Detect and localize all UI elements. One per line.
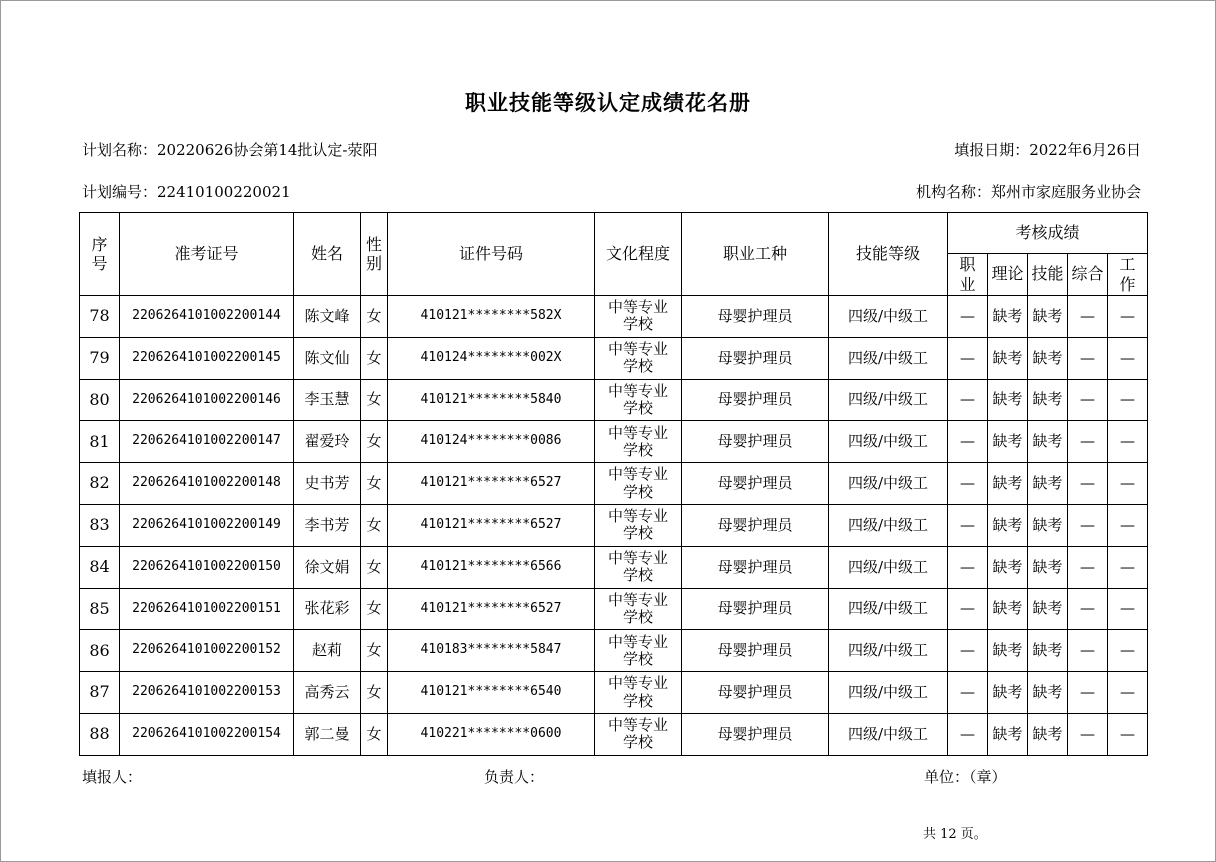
- cell-score-work: —: [1108, 672, 1148, 714]
- cell-gender: 女: [361, 588, 388, 630]
- cell-exam-no: 2206264101002200145: [120, 337, 294, 379]
- table-row: [80, 630, 1148, 672]
- cell-score-comprehensive: —: [1068, 337, 1108, 379]
- cell-skill-level: 四级/中级工: [829, 630, 948, 672]
- cell-score-vocational: —: [948, 379, 988, 421]
- header-sub-skill: 技能: [1028, 254, 1068, 296]
- cell-education: 中等专业学校: [595, 588, 682, 630]
- cell-seq: 86: [80, 630, 120, 672]
- page-count: 共 12 页。: [923, 827, 987, 842]
- cell-score-comprehensive: —: [1068, 421, 1108, 463]
- cell-score-skill: 缺考: [1028, 421, 1068, 463]
- cell-gender: 女: [361, 337, 388, 379]
- cell-skill-level: 四级/中级工: [829, 296, 948, 338]
- cell-score-vocational: —: [948, 337, 988, 379]
- cell-skill-level: 四级/中级工: [829, 504, 948, 546]
- header-sub-theory: 理论: [988, 254, 1028, 296]
- cell-occupation: 母婴护理员: [682, 504, 829, 546]
- cell-score-theory: 缺考: [988, 421, 1028, 463]
- cell-skill-level: 四级/中级工: [829, 672, 948, 714]
- cell-education: 中等专业学校: [595, 379, 682, 421]
- cell-skill-level: 四级/中级工: [829, 546, 948, 588]
- cell-score-skill: 缺考: [1028, 337, 1068, 379]
- cell-skill-level: 四级/中级工: [829, 379, 948, 421]
- header-skill-level: 技能等级: [829, 213, 948, 296]
- cell-score-theory: 缺考: [988, 672, 1028, 714]
- cell-name: 郭二曼: [294, 713, 361, 755]
- cell-exam-no: 2206264101002200144: [120, 296, 294, 338]
- cell-score-skill: 缺考: [1028, 672, 1068, 714]
- cell-exam-no: 2206264101002200146: [120, 379, 294, 421]
- cell-occupation: 母婴护理员: [682, 337, 829, 379]
- table-row: [80, 546, 1148, 588]
- score-roster-table: [79, 212, 1148, 756]
- cell-name: 李玉慧: [294, 379, 361, 421]
- cell-occupation: 母婴护理员: [682, 463, 829, 505]
- cell-score-theory: 缺考: [988, 337, 1028, 379]
- table-row: [80, 588, 1148, 630]
- table-row: [80, 463, 1148, 505]
- header-occupation: 职业工种: [682, 213, 829, 296]
- cell-id-no: 410124********0086: [388, 421, 595, 463]
- cell-score-theory: 缺考: [988, 713, 1028, 755]
- header-seq: 序号: [80, 213, 120, 296]
- cell-score-theory: 缺考: [988, 504, 1028, 546]
- cell-occupation: 母婴护理员: [682, 296, 829, 338]
- cell-education: 中等专业学校: [595, 672, 682, 714]
- header-sub-comprehensive: 综合: [1068, 254, 1108, 296]
- cell-name: 徐文娟: [294, 546, 361, 588]
- cell-seq: 85: [80, 588, 120, 630]
- cell-education: 中等专业学校: [595, 463, 682, 505]
- cell-occupation: 母婴护理员: [682, 546, 829, 588]
- header-name: 姓名: [294, 213, 361, 296]
- cell-seq: 78: [80, 296, 120, 338]
- cell-id-no: 410221********0600: [388, 713, 595, 755]
- cell-education: 中等专业学校: [595, 713, 682, 755]
- cell-seq: 79: [80, 337, 120, 379]
- cell-score-vocational: —: [948, 504, 988, 546]
- cell-exam-no: 2206264101002200153: [120, 672, 294, 714]
- cell-id-no: 410121********5840: [388, 379, 595, 421]
- header-sub-work: 工作: [1108, 254, 1148, 296]
- table-row: [80, 713, 1148, 755]
- table-row: [80, 504, 1148, 546]
- table-row: [80, 672, 1148, 714]
- cell-score-skill: 缺考: [1028, 588, 1068, 630]
- cell-skill-level: 四级/中级工: [829, 713, 948, 755]
- cell-score-skill: 缺考: [1028, 296, 1068, 338]
- cell-score-vocational: —: [948, 713, 988, 755]
- cell-score-work: —: [1108, 588, 1148, 630]
- cell-skill-level: 四级/中级工: [829, 588, 948, 630]
- cell-score-vocational: —: [948, 588, 988, 630]
- cell-score-work: —: [1108, 421, 1148, 463]
- cell-exam-no: 2206264101002200150: [120, 546, 294, 588]
- cell-gender: 女: [361, 463, 388, 505]
- cell-exam-no: 2206264101002200154: [120, 713, 294, 755]
- header-exam-no: 准考证号: [120, 213, 294, 296]
- cell-gender: 女: [361, 713, 388, 755]
- header-scores: 考核成绩: [948, 213, 1148, 254]
- cell-score-theory: 缺考: [988, 379, 1028, 421]
- cell-score-theory: 缺考: [988, 630, 1028, 672]
- cell-score-comprehensive: —: [1068, 630, 1108, 672]
- cell-score-skill: 缺考: [1028, 379, 1068, 421]
- cell-score-comprehensive: —: [1068, 546, 1108, 588]
- fill-date: 填报日期：2022年6月26日: [954, 141, 1141, 159]
- table-row: [80, 379, 1148, 421]
- header-education: 文化程度: [595, 213, 682, 296]
- plan-number: 计划编号：22410100220021: [82, 183, 291, 201]
- cell-score-work: —: [1108, 379, 1148, 421]
- cell-score-work: —: [1108, 296, 1148, 338]
- table-row: [80, 296, 1148, 338]
- cell-gender: 女: [361, 379, 388, 421]
- cell-name: 翟爱玲: [294, 421, 361, 463]
- cell-score-work: —: [1108, 463, 1148, 505]
- cell-education: 中等专业学校: [595, 546, 682, 588]
- cell-score-skill: 缺考: [1028, 546, 1068, 588]
- table-row: [80, 337, 1148, 379]
- cell-occupation: 母婴护理员: [682, 421, 829, 463]
- cell-id-no: 410121********582X: [388, 296, 595, 338]
- cell-name: 陈文仙: [294, 337, 361, 379]
- cell-exam-no: 2206264101002200148: [120, 463, 294, 505]
- cell-exam-no: 2206264101002200151: [120, 588, 294, 630]
- cell-occupation: 母婴护理员: [682, 379, 829, 421]
- table-row: [80, 421, 1148, 463]
- cell-seq: 84: [80, 546, 120, 588]
- cell-education: 中等专业学校: [595, 337, 682, 379]
- cell-score-vocational: —: [948, 630, 988, 672]
- header-id-no: 证件号码: [388, 213, 595, 296]
- cell-score-skill: 缺考: [1028, 630, 1068, 672]
- cell-score-work: —: [1108, 546, 1148, 588]
- cell-occupation: 母婴护理员: [682, 672, 829, 714]
- cell-name: 高秀云: [294, 672, 361, 714]
- cell-score-comprehensive: —: [1068, 588, 1108, 630]
- organization-name: 机构名称：郑州市家庭服务业协会: [915, 183, 1141, 201]
- cell-exam-no: 2206264101002200152: [120, 630, 294, 672]
- cell-score-comprehensive: —: [1068, 504, 1108, 546]
- cell-gender: 女: [361, 421, 388, 463]
- cell-score-theory: 缺考: [988, 588, 1028, 630]
- cell-seq: 87: [80, 672, 120, 714]
- cell-education: 中等专业学校: [595, 630, 682, 672]
- cell-id-no: 410124********002X: [388, 337, 595, 379]
- cell-score-skill: 缺考: [1028, 504, 1068, 546]
- cell-score-work: —: [1108, 630, 1148, 672]
- cell-occupation: 母婴护理员: [682, 588, 829, 630]
- cell-id-no: 410121********6527: [388, 463, 595, 505]
- cell-score-skill: 缺考: [1028, 463, 1068, 505]
- cell-occupation: 母婴护理员: [682, 630, 829, 672]
- plan-name: 计划名称：20220626协会第14批认定-荥阳: [82, 141, 378, 159]
- cell-skill-level: 四级/中级工: [829, 421, 948, 463]
- cell-id-no: 410121********6527: [388, 504, 595, 546]
- cell-seq: 83: [80, 504, 120, 546]
- filler-label: 填报人：: [82, 768, 143, 786]
- cell-name: 史书芳: [294, 463, 361, 505]
- cell-id-no: 410183********5847: [388, 630, 595, 672]
- cell-score-comprehensive: —: [1068, 379, 1108, 421]
- cell-skill-level: 四级/中级工: [829, 337, 948, 379]
- cell-skill-level: 四级/中级工: [829, 463, 948, 505]
- cell-name: 陈文峰: [294, 296, 361, 338]
- cell-seq: 82: [80, 463, 120, 505]
- roster-body: [80, 296, 1148, 756]
- cell-education: 中等专业学校: [595, 296, 682, 338]
- cell-gender: 女: [361, 672, 388, 714]
- unit-seal-label: 单位：（章）: [924, 768, 1007, 786]
- cell-score-work: —: [1108, 504, 1148, 546]
- cell-score-vocational: —: [948, 546, 988, 588]
- header-gender: 性别: [361, 213, 388, 296]
- cell-gender: 女: [361, 630, 388, 672]
- cell-occupation: 母婴护理员: [682, 713, 829, 755]
- cell-seq: 88: [80, 713, 120, 755]
- cell-exam-no: 2206264101002200147: [120, 421, 294, 463]
- cell-name: 张花彩: [294, 588, 361, 630]
- cell-score-vocational: —: [948, 421, 988, 463]
- cell-score-vocational: —: [948, 672, 988, 714]
- cell-education: 中等专业学校: [595, 421, 682, 463]
- cell-name: 李书芳: [294, 504, 361, 546]
- cell-seq: 80: [80, 379, 120, 421]
- document-title: 职业技能等级认定成绩花名册: [465, 90, 751, 115]
- cell-score-skill: 缺考: [1028, 713, 1068, 755]
- cell-score-theory: 缺考: [988, 463, 1028, 505]
- cell-score-comprehensive: —: [1068, 463, 1108, 505]
- cell-gender: 女: [361, 546, 388, 588]
- cell-id-no: 410121********6540: [388, 672, 595, 714]
- cell-score-comprehensive: —: [1068, 672, 1108, 714]
- cell-score-comprehensive: —: [1068, 296, 1108, 338]
- responsible-label: 负责人：: [484, 768, 545, 786]
- header-sub-vocational: 职业: [948, 254, 988, 296]
- cell-gender: 女: [361, 296, 388, 338]
- cell-education: 中等专业学校: [595, 504, 682, 546]
- cell-score-comprehensive: —: [1068, 713, 1108, 755]
- cell-id-no: 410121********6527: [388, 588, 595, 630]
- cell-score-work: —: [1108, 713, 1148, 755]
- cell-gender: 女: [361, 504, 388, 546]
- cell-seq: 81: [80, 421, 120, 463]
- cell-score-theory: 缺考: [988, 546, 1028, 588]
- cell-score-vocational: —: [948, 296, 988, 338]
- cell-score-work: —: [1108, 337, 1148, 379]
- cell-score-theory: 缺考: [988, 296, 1028, 338]
- cell-id-no: 410121********6566: [388, 546, 595, 588]
- cell-exam-no: 2206264101002200149: [120, 504, 294, 546]
- cell-name: 赵莉: [294, 630, 361, 672]
- cell-score-vocational: —: [948, 463, 988, 505]
